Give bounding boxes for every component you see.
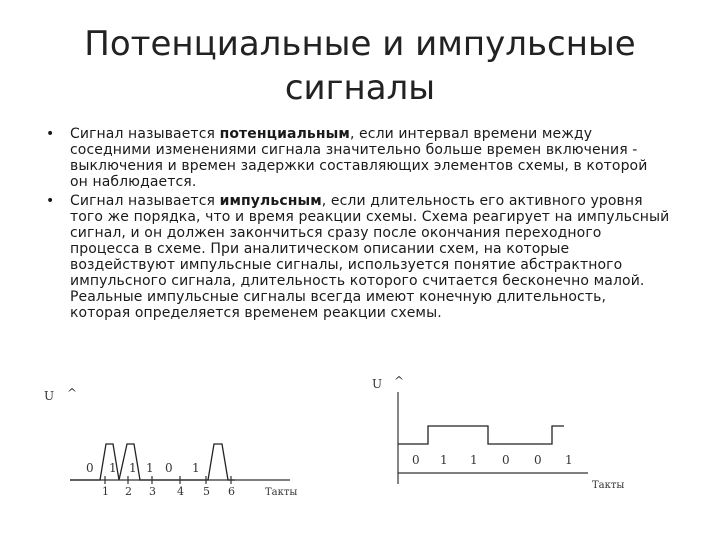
bullet-potential bbox=[46, 126, 676, 190]
text-line: выключения и времен задержки составляющих элементов схемы, в которой bbox=[70, 158, 648, 174]
text-line: процесса в схеме. При аналитическом описании схем, на которые bbox=[70, 241, 570, 257]
bullet-text bbox=[70, 193, 676, 321]
bit-value: 0 bbox=[165, 461, 173, 475]
text-line: импульсного сигнала, длительность которого считается бесконечно малой. bbox=[70, 273, 645, 289]
tick-label: 2 bbox=[125, 485, 132, 498]
bit-value: 0 bbox=[502, 453, 510, 467]
bullet-list bbox=[46, 126, 676, 324]
tick-label: 1 bbox=[102, 485, 109, 498]
potential-signal-diagram bbox=[360, 372, 640, 502]
tick-label: 6 bbox=[228, 485, 235, 498]
bit-value: 1 bbox=[109, 461, 117, 475]
bullet-dot: • bbox=[46, 126, 55, 142]
bit-value: 0 bbox=[86, 461, 94, 475]
bullet-dot: • bbox=[46, 193, 55, 209]
time-axis-label: Такты bbox=[592, 480, 625, 491]
text-line: он наблюдается. bbox=[70, 174, 197, 190]
text-line: того же порядка, что и время реакции схемы. Схема реагирует на импульсный bbox=[70, 209, 670, 225]
text-line: сигнал, и он должен закончиться сразу после окончания переходного bbox=[70, 225, 602, 241]
text-line: воздействуют импульсные сигналы, используется понятие абстрактного bbox=[70, 257, 623, 273]
axis-arrow-icon: ^ bbox=[394, 374, 405, 388]
text-line: соседними изменениями сигнала значительно больше времен включения - bbox=[70, 142, 638, 158]
tick-label: 5 bbox=[203, 485, 210, 498]
term-impulse: импульсным bbox=[219, 193, 322, 209]
slide-title bbox=[60, 22, 660, 110]
tick-label: 4 bbox=[177, 485, 184, 498]
tick-label: 3 bbox=[149, 485, 156, 498]
text-line: которая определяется временем реакции схемы. bbox=[70, 305, 442, 321]
bit-value: 1 bbox=[146, 461, 154, 475]
bit-value: 1 bbox=[565, 453, 573, 467]
bit-value: 1 bbox=[440, 453, 448, 467]
impulse-signal-diagram bbox=[30, 380, 350, 530]
time-axis-label: Такты bbox=[265, 487, 298, 498]
axis-arrow-icon: ^ bbox=[67, 386, 78, 400]
term-potential: потенциальным bbox=[219, 126, 350, 142]
bit-value: 0 bbox=[412, 453, 420, 467]
bit-value: 0 bbox=[534, 453, 542, 467]
bullet-text bbox=[70, 126, 676, 190]
u-axis-label: U bbox=[44, 389, 55, 403]
bullet-impulse bbox=[46, 193, 676, 321]
text-line: Реальные импульсные сигналы всегда имеют конечную длительность, bbox=[70, 289, 606, 305]
text-line: Сигнал называется потенциальным, если интервал времени между bbox=[70, 126, 593, 142]
potential-waveform bbox=[398, 426, 564, 444]
bit-value: 1 bbox=[470, 453, 478, 467]
u-axis-label: U bbox=[372, 377, 383, 391]
slide-title-line-1: Потенциальные и импульсные bbox=[84, 24, 636, 64]
bit-value: 1 bbox=[192, 461, 200, 475]
text-line: Сигнал называется импульсным, если длительность его активного уровня bbox=[70, 193, 643, 209]
slide-title-line-2: сигналы bbox=[284, 68, 436, 108]
bit-value: 1 bbox=[129, 461, 137, 475]
